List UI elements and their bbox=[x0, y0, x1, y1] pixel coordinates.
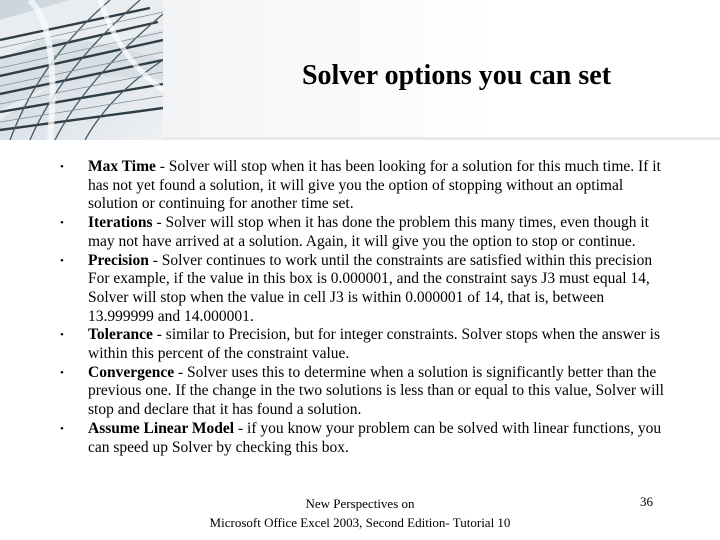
corner-architecture-image bbox=[0, 0, 163, 140]
bullet-list bbox=[60, 158, 665, 457]
bullet-text: - Solver uses this to determine when a solution is significantly better than the previous one. If the change in the two solutions is less than or equal to this value, Solver will stop and declare that it has found a solution. bbox=[88, 363, 664, 419]
bullet-marker: • bbox=[60, 422, 64, 435]
bullet-term: Precision bbox=[88, 251, 149, 269]
footer-line-2: Microsoft Office Excel 2003, Second Edition- Tutorial 10 bbox=[209, 515, 511, 530]
bullet-term: Convergence bbox=[88, 363, 175, 381]
bullet-term: Iterations bbox=[88, 214, 153, 232]
page-number: 36 bbox=[640, 494, 653, 509]
bullet-item-iterations bbox=[60, 214, 665, 251]
slide-title: Solver options you can set bbox=[301, 60, 612, 91]
bullet-item-assume-linear-model bbox=[60, 420, 665, 457]
bullet-marker: • bbox=[60, 217, 64, 230]
bullet-term: Assume Linear Model bbox=[88, 419, 235, 437]
title-divider bbox=[163, 137, 720, 140]
bullet-text: - Solver will stop when it has done the problem this many times, even though it may not have arrived at a solution. Again, it will give you the option to stop or continue. bbox=[88, 214, 649, 250]
bullet-text: - Solver will stop when it has been looking for a solution for this much time. If it has not yet found a solution, it will give you the option of stopping without an optimal solution or continuing for another time set. bbox=[88, 158, 661, 213]
bullet-marker: • bbox=[60, 366, 64, 379]
bullet-item-precision bbox=[60, 252, 665, 327]
bullet-marker: • bbox=[60, 329, 64, 342]
bullet-term: Max Time bbox=[88, 158, 156, 175]
bullet-item-tolerance bbox=[60, 326, 665, 363]
bullet-text: - if you know your problem can be solved with linear functions, you can speed up Solver by checking this box. bbox=[88, 419, 662, 456]
bullet-item-max-time bbox=[60, 158, 665, 214]
bullet-text: - Solver continues to work until the constraints are satisfied within this precision For example, if the value in this box is 0.000001, and the constraint says J3 must equal 14, Solver will stop when the value in cell J3 is within 0.000001 of 14, that is, between 13.999999 and 14.000001. bbox=[88, 251, 653, 325]
bullet-item-convergence bbox=[60, 364, 665, 420]
bullet-marker: • bbox=[60, 254, 64, 267]
footer-line-1: New Perspectives on bbox=[305, 496, 415, 511]
bullet-term: Tolerance bbox=[88, 326, 153, 344]
bullet-text: - similar to Precision, but for integer constraints. Solver stops when the answer is within this percent of the constraint value. bbox=[88, 326, 660, 363]
slide-footer bbox=[190, 494, 530, 532]
bullet-marker: • bbox=[60, 161, 64, 173]
